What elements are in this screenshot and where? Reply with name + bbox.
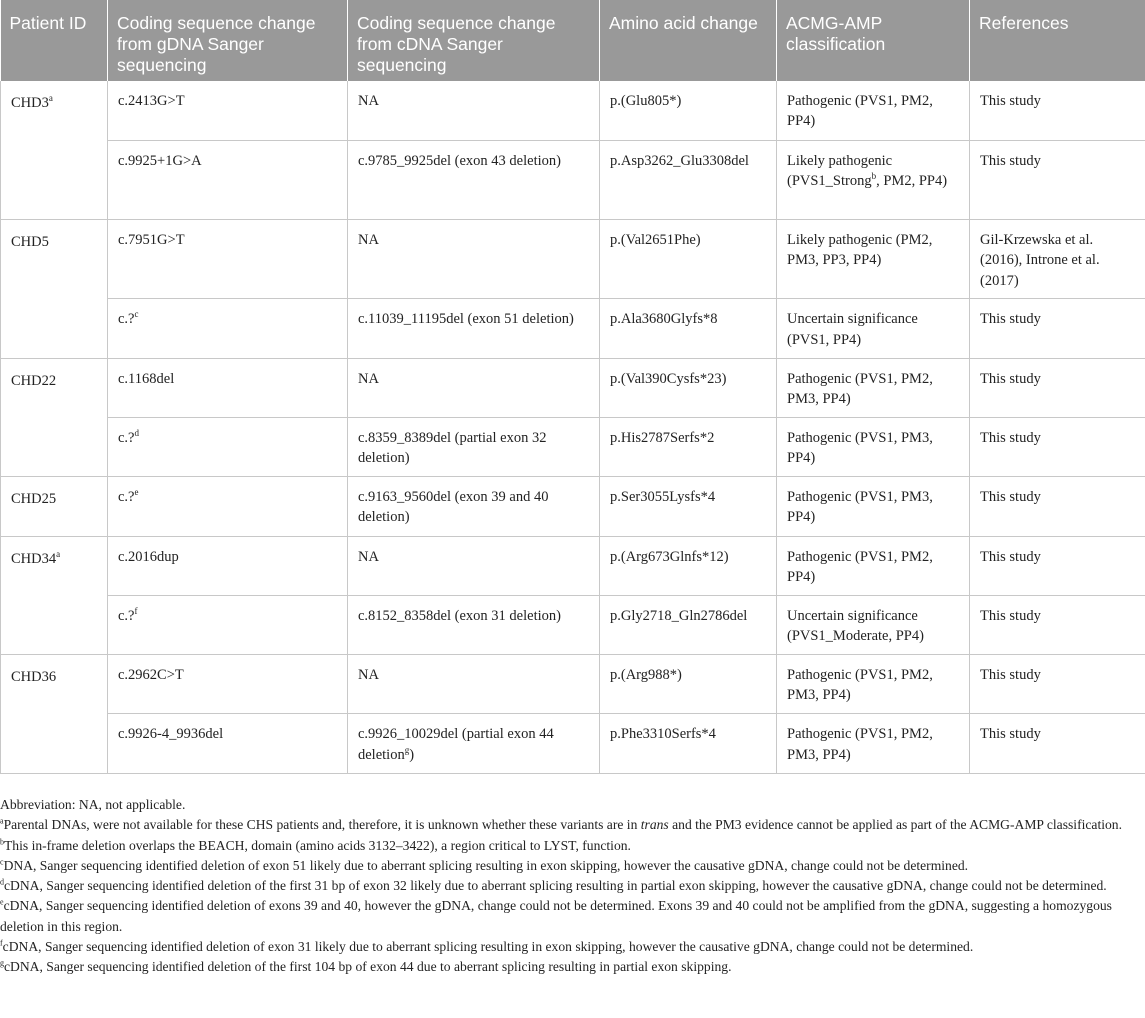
gdna-cell: c.2016dup xyxy=(108,536,348,595)
header-cdna-change: Coding sequence change from cDNA Sanger sequencing xyxy=(348,0,600,81)
reference-cell: This study xyxy=(970,299,1145,358)
amino-acid-cell: p.(Arg673Glnfs*12) xyxy=(600,536,777,595)
cdna-cell: NA xyxy=(348,655,600,714)
gdna-cell: c.9925+1G>A xyxy=(108,140,348,219)
reference-cell: This study xyxy=(970,358,1145,417)
acmg-cell: Likely pathogenic (PVS1_Strong$^b$, PM2, PP4) xyxy=(777,140,970,219)
acmg-cell: Pathogenic (PVS1, PM2, PM3, PP4) xyxy=(777,714,970,773)
amino-acid-cell: p.Gly2718_Gln2786del xyxy=(600,595,777,654)
cdna-cell: c.9926_10029del (partial exon 44 deletion$^g$) xyxy=(348,714,600,773)
header-patient-id: Patient ID xyxy=(1,0,108,81)
table-row xyxy=(1,655,1145,714)
table-row xyxy=(1,299,1145,358)
patient-id-cell: CHD36 xyxy=(1,655,108,774)
amino-acid-cell: p.(Val2651Phe) xyxy=(600,220,777,299)
footnote-d: $^d$cDNA, Sanger sequencing identified deletion of the first 31 bp of exon 32 likely due to aberrant splicing resulting in partial exon skipping, however the causative gDNA, change could not be determined. xyxy=(0,877,1107,894)
reference-cell: This study xyxy=(970,536,1145,595)
reference-cell: This study xyxy=(970,655,1145,714)
amino-acid-cell: p.(Val390Cysfs*23) xyxy=(600,358,777,417)
gdna-cell: c.?$^f$ xyxy=(108,595,348,654)
cdna-cell: c.9785_9925del (exon 43 deletion) xyxy=(348,140,600,219)
table-row xyxy=(1,477,1145,536)
footnote-c: $^c$DNA, Sanger sequencing identified deletion of exon 51 likely due to aberrant splicing resulting in exon skipping, however the causative gDNA, change could not be determined. xyxy=(0,857,969,873)
patient-id-cell: CHD25 xyxy=(1,477,108,536)
header-acmg-classification: ACMG-AMP classification xyxy=(777,0,970,81)
gdna-cell: c.2413G>T xyxy=(108,81,348,140)
gdna-cell: c.?$^e$ xyxy=(108,477,348,536)
gdna-cell: c.?$^c$ xyxy=(108,299,348,358)
gdna-cell: c.?$^d$ xyxy=(108,417,348,476)
acmg-cell: Pathogenic (PVS1, PM2, PP4) xyxy=(777,536,970,595)
header-references: References xyxy=(970,0,1145,81)
gdna-cell: c.7951G>T xyxy=(108,220,348,299)
table-header-row xyxy=(1,0,1145,81)
table-row xyxy=(1,714,1145,773)
acmg-cell: Pathogenic (PVS1, PM2, PP4) xyxy=(777,81,970,140)
table-row xyxy=(1,417,1145,476)
cdna-cell: c.8359_8389del (partial exon 32 deletion) xyxy=(348,417,600,476)
table-row xyxy=(1,220,1145,299)
acmg-cell: Likely pathogenic (PM2, PM3, PP3, PP4) xyxy=(777,220,970,299)
acmg-cell: Pathogenic (PVS1, PM2, PM3, PP4) xyxy=(777,655,970,714)
footnote-e: $^e$cDNA, Sanger sequencing identified deletion of exons 39 and 40, however the gDNA, change could not be determined. Exons 39 and 40 could not be amplified from the gDNA, suggesting a homozygous deletion in this region. xyxy=(0,897,1112,934)
reference-cell: Gil-Krzewska et al. (2016), Introne et al. (2017) xyxy=(970,220,1145,299)
amino-acid-cell: p.(Glu805*) xyxy=(600,81,777,140)
amino-acid-cell: p.His2787Serfs*2 xyxy=(600,417,777,476)
patient-id-cell: CHD34$^a$ xyxy=(1,536,108,655)
gdna-cell: c.1168del xyxy=(108,358,348,417)
table-row xyxy=(1,536,1145,595)
patient-id-cell: CHD5 xyxy=(1,220,108,359)
amino-acid-cell: p.Asp3262_Glu3308del xyxy=(600,140,777,219)
header-amino-acid-change: Amino acid change xyxy=(600,0,777,81)
table-row xyxy=(1,595,1145,654)
cdna-cell: NA xyxy=(348,220,600,299)
table-row xyxy=(1,358,1145,417)
cdna-cell: NA xyxy=(348,81,600,140)
reference-cell: This study xyxy=(970,477,1145,536)
cdna-cell: NA xyxy=(348,536,600,595)
amino-acid-cell: p.(Arg988*) xyxy=(600,655,777,714)
gdna-cell: c.2962C>T xyxy=(108,655,348,714)
table-row xyxy=(1,140,1145,219)
acmg-cell: Uncertain significance (PVS1, PP4) xyxy=(777,299,970,358)
cdna-cell: NA xyxy=(348,358,600,417)
cdna-cell: c.11039_11195del (exon 51 deletion) xyxy=(348,299,600,358)
acmg-cell: Uncertain significance (PVS1_Moderate, PP4) xyxy=(777,595,970,654)
gdna-cell: c.9926-4_9936del xyxy=(108,714,348,773)
amino-acid-cell: p.Ala3680Glyfs*8 xyxy=(600,299,777,358)
reference-cell: This study xyxy=(970,714,1145,773)
reference-cell: This study xyxy=(970,81,1145,140)
footnote-f: $^f$cDNA, Sanger sequencing identified deletion of exon 31 likely due to aberrant splicing resulting in exon skipping, however the causative gDNA, change could not be determined. xyxy=(0,938,974,955)
cdna-cell: c.9163_9560del (exon 39 and 40 deletion) xyxy=(348,477,600,536)
acmg-cell: Pathogenic (PVS1, PM3, PP4) xyxy=(777,477,970,536)
footnote-g: $^g$cDNA, Sanger sequencing identified deletion of the first 104 bp of exon 44 due to aberrant splicing resulting in partial exon skipping. xyxy=(0,958,732,975)
patient-id-cell: CHD3$^a$ xyxy=(1,81,108,220)
patient-id-cell: CHD22 xyxy=(1,358,108,477)
acmg-cell: Pathogenic (PVS1, PM2, PM3, PP4) xyxy=(777,358,970,417)
reference-cell: This study xyxy=(970,417,1145,476)
acmg-cell: Pathogenic (PVS1, PM3, PP4) xyxy=(777,417,970,476)
header-gdna-change: Coding sequence change from gDNA Sanger sequencing xyxy=(108,0,348,81)
reference-cell: This study xyxy=(970,595,1145,654)
reference-cell: This study xyxy=(970,140,1145,219)
footnote-b: $^b$This in-frame deletion overlaps the BEACH, domain (amino acids 3132–3422), a region critical to LYST, function. xyxy=(0,837,631,853)
footnote-abbreviation: Abbreviation: NA, not applicable. xyxy=(0,797,186,812)
amino-acid-cell: p.Ser3055Lysfs*4 xyxy=(600,477,777,536)
table-row xyxy=(1,81,1145,140)
table-footnotes xyxy=(0,795,1140,978)
cdna-cell: c.8152_8358del (exon 31 deletion) xyxy=(348,595,600,654)
footnote-a: $^a$Parental DNAs, were not available for these CHS patients and, therefore, it is unknown whether these variants are in trans and the PM3 evidence cannot be applied as part of the ACMG-AMP classification. xyxy=(0,816,1122,833)
amino-acid-cell: p.Phe3310Serfs*4 xyxy=(600,714,777,773)
